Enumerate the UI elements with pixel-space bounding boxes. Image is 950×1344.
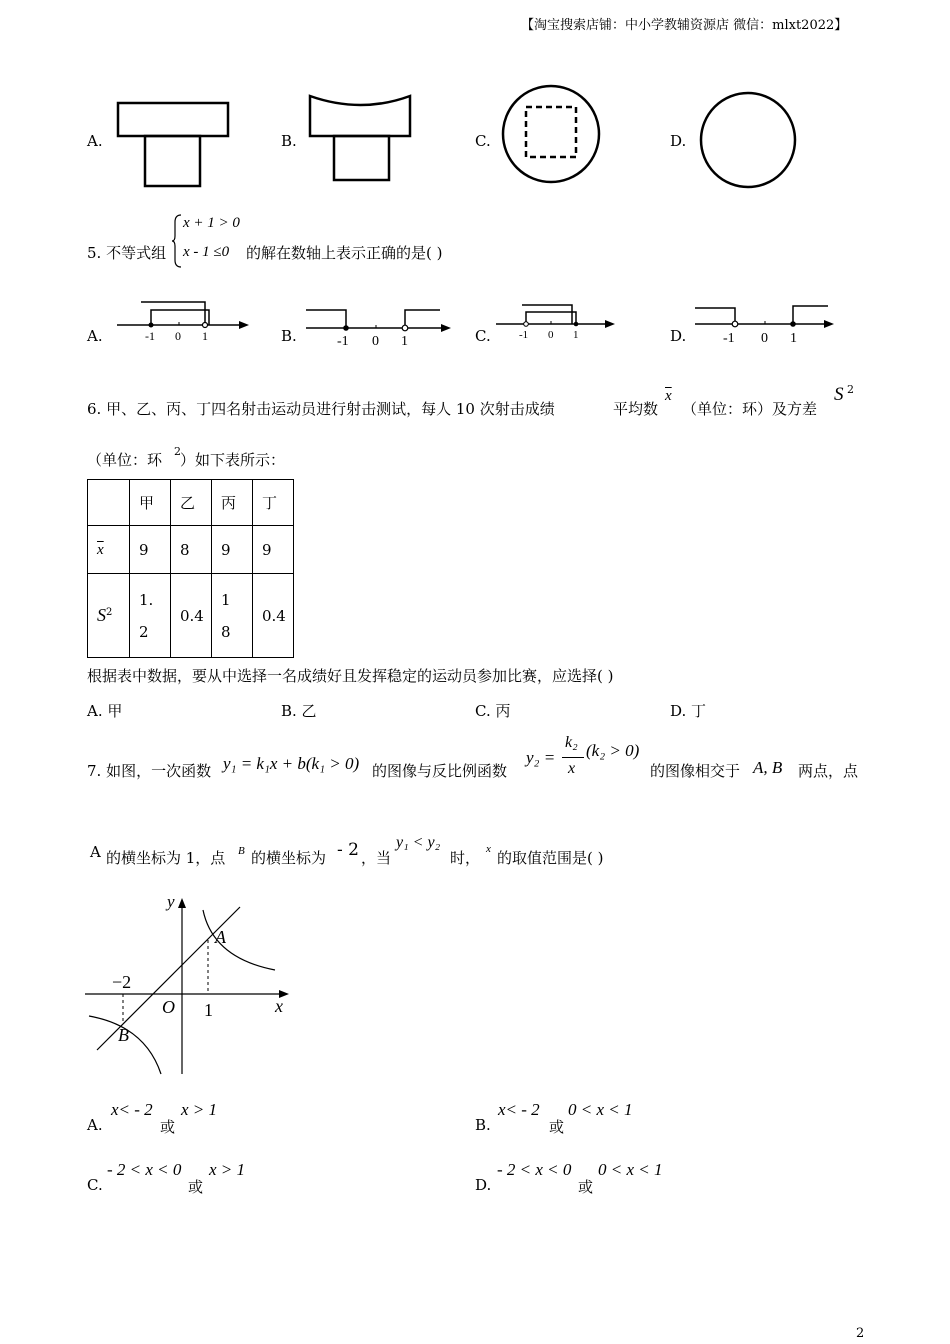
q7-option-d-or: 或 [578, 1178, 594, 1196]
q7-option-a-or: 或 [160, 1118, 176, 1136]
q7-f2-denominator: x [568, 760, 576, 777]
graph-one-label: 1 [204, 1000, 213, 1020]
tick-label: -1 [145, 329, 155, 343]
t-shape-view-icon [113, 98, 233, 190]
table-row [88, 574, 294, 658]
tick-label: 1 [573, 329, 579, 341]
q7-option-a-part1: x< - 2 [111, 1100, 153, 1119]
table-cell: 0.4 [253, 574, 294, 658]
s-exp: 2 [106, 607, 113, 618]
graph-point-a: A [215, 927, 226, 947]
tick-label: 0 [548, 329, 554, 341]
fraction-bar [562, 757, 584, 758]
tick-label: -1 [519, 329, 529, 341]
q6-option-b: B. 乙 [281, 702, 317, 720]
q6-text-e: ）如下表所示： [180, 451, 286, 469]
number-line-c [496, 300, 621, 345]
table-cell [88, 526, 130, 574]
graph-point-b: B [118, 1025, 129, 1045]
q7-text-f: ，当 [361, 849, 392, 867]
tick-label: -1 [337, 334, 349, 349]
q7-prefix: 7. 如图，一次函数 [87, 762, 212, 780]
q7-suffix: 的图像相交于 [650, 762, 741, 780]
number-line-d [695, 298, 840, 348]
q7-mid: 的图像与反比例函数 [372, 762, 508, 780]
q7-point-b-name: B [238, 845, 245, 857]
q7-option-d-part1: - 2 < x < 0 [497, 1160, 572, 1179]
tick-label: 1 [401, 334, 408, 349]
graph-neg2-label: −2 [112, 972, 132, 992]
q7-option-a-label: A. [87, 1116, 103, 1134]
table-row [88, 526, 294, 574]
q6-xbar: $\overline{x}$ [665, 388, 672, 404]
q6-option-d: D. 丁 [670, 702, 707, 720]
circle-dashed-square-view-icon [500, 83, 602, 185]
tick-label: 1 [790, 331, 797, 346]
table-cell: 9 [253, 526, 294, 574]
table-cell [88, 480, 130, 526]
tick-label: 0 [175, 329, 181, 343]
table-cell: 丙 [212, 480, 253, 526]
number-line-b [306, 302, 456, 352]
q5-suffix: 的解在数轴上表示正确的是( ) [246, 244, 443, 262]
q6-option-c: C. 丙 [475, 702, 511, 720]
q7-option-a-part2: x > 1 [181, 1100, 218, 1119]
q5-system-line2: x - 1 ≤0 [183, 244, 230, 260]
q4-option-d-label: D. [670, 132, 687, 150]
q6-unit-exp: 2 [174, 445, 181, 458]
number-line-a [117, 298, 252, 348]
page-number: 2 [856, 1326, 865, 1341]
q7-option-b-label: B. [475, 1116, 491, 1134]
q7-option-c-label: C. [87, 1176, 103, 1194]
q5-option-a-label: A. [87, 327, 103, 345]
q7-option-d-label: D. [475, 1176, 492, 1194]
q6-option-a: A. 甲 [87, 702, 123, 720]
graph-origin-label: O [162, 997, 175, 1017]
table-cell: 乙 [171, 480, 212, 526]
q7-option-b-or: 或 [549, 1118, 565, 1136]
q6-s-symbol: S [834, 384, 844, 405]
q7-condition: y₁ < y₂ [396, 834, 441, 851]
q6-s-exp: 2 [847, 383, 854, 396]
table-cell: 丁 [253, 480, 294, 526]
table-cell: 1 8 [212, 574, 253, 658]
q7-points: A, B [753, 758, 783, 777]
q7-text-h: 时， [450, 849, 481, 867]
graph-y-label: y [167, 892, 175, 911]
q7-f2-lhs: y₂ = [526, 748, 556, 767]
q6-text-d: （单位：环 [87, 451, 163, 469]
brace-icon [172, 214, 182, 268]
circle-view-icon [698, 92, 798, 192]
table-cell [88, 574, 130, 658]
function-graph [85, 890, 295, 1080]
q7-x-var: x [486, 843, 491, 855]
table-cell: 8 [171, 526, 212, 574]
q5-prefix: 5. 不等式组 [87, 244, 167, 262]
s-symbol: S [97, 605, 106, 625]
q7-option-c-part2: x > 1 [209, 1160, 246, 1179]
q6-question: 根据表中数据，要从中选择一名成绩好且发挥稳定的运动员参加比赛，应选择( ) [87, 667, 614, 685]
q5-option-d-label: D. [670, 327, 687, 345]
q5-system-line1: x + 1 > 0 [183, 215, 240, 231]
tick-label: 0 [761, 331, 768, 346]
q7-text-j: 的取值范围是( ) [497, 849, 604, 867]
scores-table [87, 479, 294, 658]
q7-text-d: 的横坐标为 [251, 849, 327, 867]
tick-label: 0 [372, 334, 379, 349]
xbar-symbol: $\overline{x}$ [97, 542, 104, 558]
table-cell: 9 [130, 526, 171, 574]
table-cell: 甲 [130, 480, 171, 526]
q7-point-a-name: A [90, 843, 101, 861]
tick-label: -1 [723, 331, 735, 346]
q7-option-c-part1: - 2 < x < 0 [107, 1160, 182, 1179]
table-row [88, 480, 294, 526]
q7-linear-function: y₁ = k₁x + b(k₁ > 0) [223, 754, 360, 773]
q7-text-b: 的横坐标为 1，点 [106, 849, 226, 867]
q7-option-c-or: 或 [188, 1178, 204, 1196]
graph-x-label: x [275, 996, 283, 1016]
q6-text-b: 平均数 [613, 400, 659, 418]
header-text: 【淘宝搜索店铺：中小学教辅资源店 微信：mlxt2022】 [521, 18, 848, 33]
q4-option-a-label: A. [87, 132, 103, 150]
q5-option-b-label: B. [281, 327, 297, 345]
q7-option-b-part1: x< - 2 [498, 1100, 540, 1119]
q5-option-c-label: C. [475, 327, 491, 345]
q7-f2-numerator: k₂ [565, 734, 578, 751]
q7-f2-condition: (k₂ > 0) [586, 741, 640, 760]
q7-value-neg2: - 2 [337, 840, 359, 860]
tick-label: 1 [202, 329, 208, 343]
q4-option-b-label: B. [281, 132, 297, 150]
q7-suffix2: 两点，点 [798, 762, 859, 780]
q4-option-c-label: C. [475, 132, 491, 150]
q6-text-a: 6. 甲、乙、丙、丁四名射击运动员进行射击测试，每人 10 次射击成绩 [87, 400, 555, 418]
q7-option-d-part2: 0 < x < 1 [598, 1160, 663, 1179]
q6-text-c: （单位：环）及方差 [682, 400, 818, 418]
table-cell: 0.4 [171, 574, 212, 658]
curved-top-view-icon [306, 92, 416, 184]
table-cell: 1. 2 [130, 574, 171, 658]
q7-option-b-part2: 0 < x < 1 [568, 1100, 633, 1119]
table-cell: 9 [212, 526, 253, 574]
